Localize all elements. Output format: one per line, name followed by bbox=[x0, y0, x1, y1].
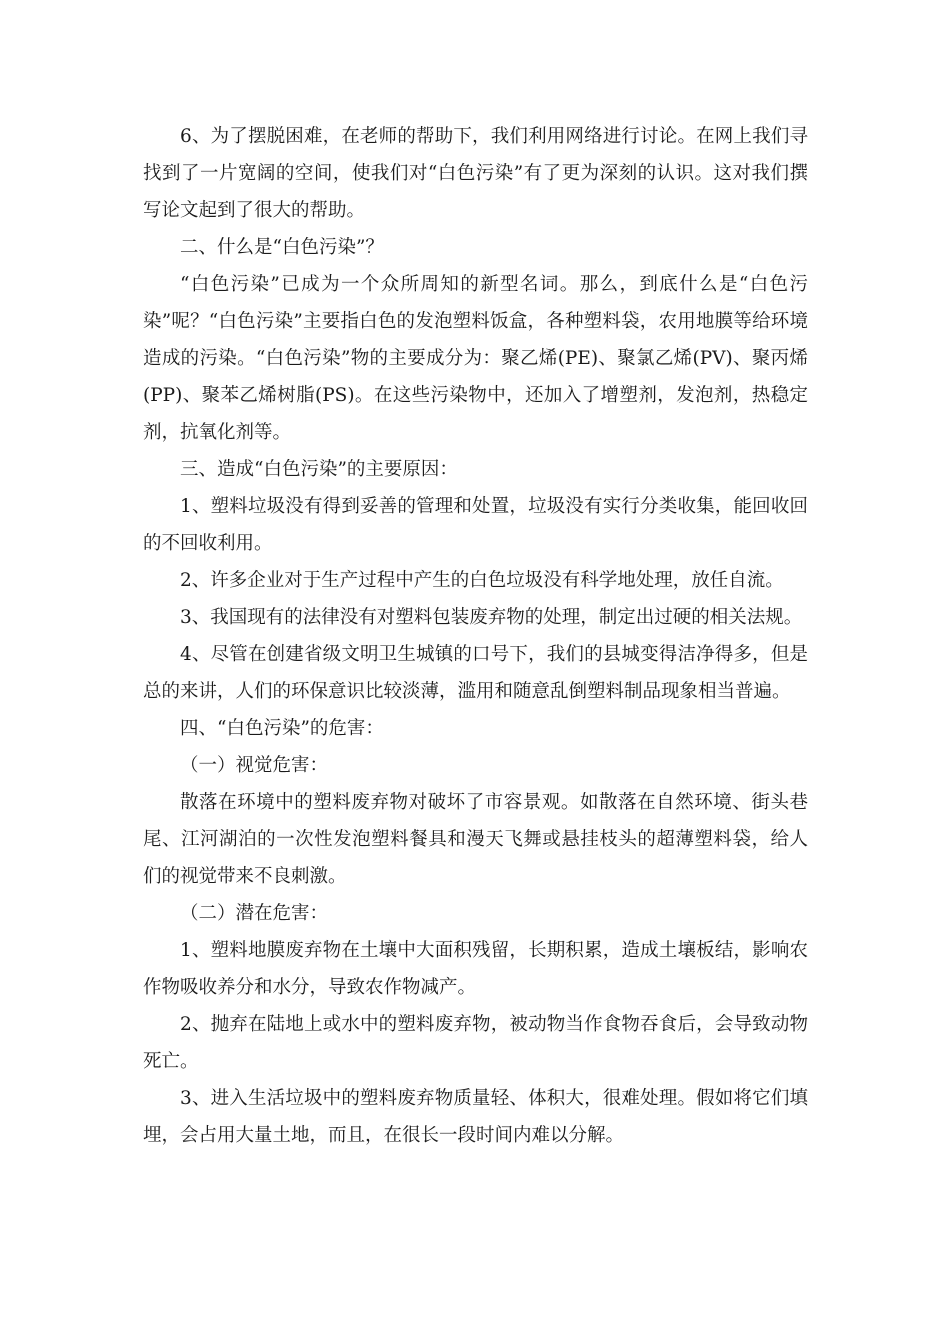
paragraph-cause-4: 4、尽管在创建省级文明卫生城镇的口号下，我们的县城变得洁净得多，但是总的来讲，人们的环保意识比较淡薄，滥用和随意乱倒塑料制品现象相当普遍。 bbox=[143, 644, 808, 702]
subheading-visual-harm: （一）视觉危害： bbox=[180, 755, 329, 776]
document-body bbox=[143, 118, 808, 1154]
subheading-potential-harm: （二）潜在危害： bbox=[180, 903, 329, 924]
section-heading-what-is: 二、什么是“白色污染”？ bbox=[180, 237, 384, 258]
section-heading-causes: 三、造成“白色污染”的主要原因： bbox=[180, 459, 458, 480]
paragraph-cause-2: 2、许多企业对于生产过程中产生的白色垃圾没有科学地处理，放任自流。 bbox=[180, 570, 784, 591]
paragraph-harm-1: 1、塑料地膜废弃物在土壤中大面积残留，长期积累，造成土壤板结，影响农作物吸收养分和水分，导致农作物减产。 bbox=[143, 940, 808, 998]
paragraph-definition: “白色污染”已成为一个众所周知的新型名词。那么，到底什么是“白色污染”呢？“白色污染”主要指白色的发泡塑料饭盒，各种塑料袋，农用地膜等给环境造成的污染。“白色污染”物的主要成分为：聚乙烯(PE)、聚氯乙烯(PV)、聚丙烯(PP)、聚苯乙烯树脂(PS)。在这些污染物中，还加入了增塑剂，发泡剂，热稳定剂，抗氧化剂等。 bbox=[143, 274, 808, 443]
paragraph-cause-1: 1、塑料垃圾没有得到妥善的管理和处置，垃圾没有实行分类收集，能回收回的不回收利用。 bbox=[143, 496, 808, 554]
section-heading-harms: 四、“白色污染”的危害： bbox=[180, 718, 384, 739]
paragraph-cause-3: 3、我国现有的法律没有对塑料包装废弃物的处理，制定出过硬的相关法规。 bbox=[180, 607, 803, 628]
paragraph-visual-harm: 散落在环境中的塑料废弃物对破坏了市容景观。如散落在自然环境、街头巷尾、江河湖泊的一次性发泡塑料餐具和漫天飞舞或悬挂枝头的超薄塑料袋，给人们的视觉带来不良刺激。 bbox=[143, 792, 808, 887]
paragraph-item-6-network: 6、为了摆脱困难，在老师的帮助下，我们利用网络进行讨论。在网上我们寻找到了一片宽阔的空间，使我们对“白色污染”有了更为深刻的认识。这对我们撰写论文起到了很大的帮助。 bbox=[143, 126, 808, 221]
paragraph-harm-3: 3、进入生活垃圾中的塑料废弃物质量轻、体积大，很难处理。假如将它们填埋，会占用大量土地，而且，在很长一段时间内难以分解。 bbox=[143, 1088, 808, 1146]
paragraph-harm-2: 2、抛弃在陆地上或水中的塑料废弃物，被动物当作食物吞食后，会导致动物死亡。 bbox=[143, 1014, 808, 1072]
